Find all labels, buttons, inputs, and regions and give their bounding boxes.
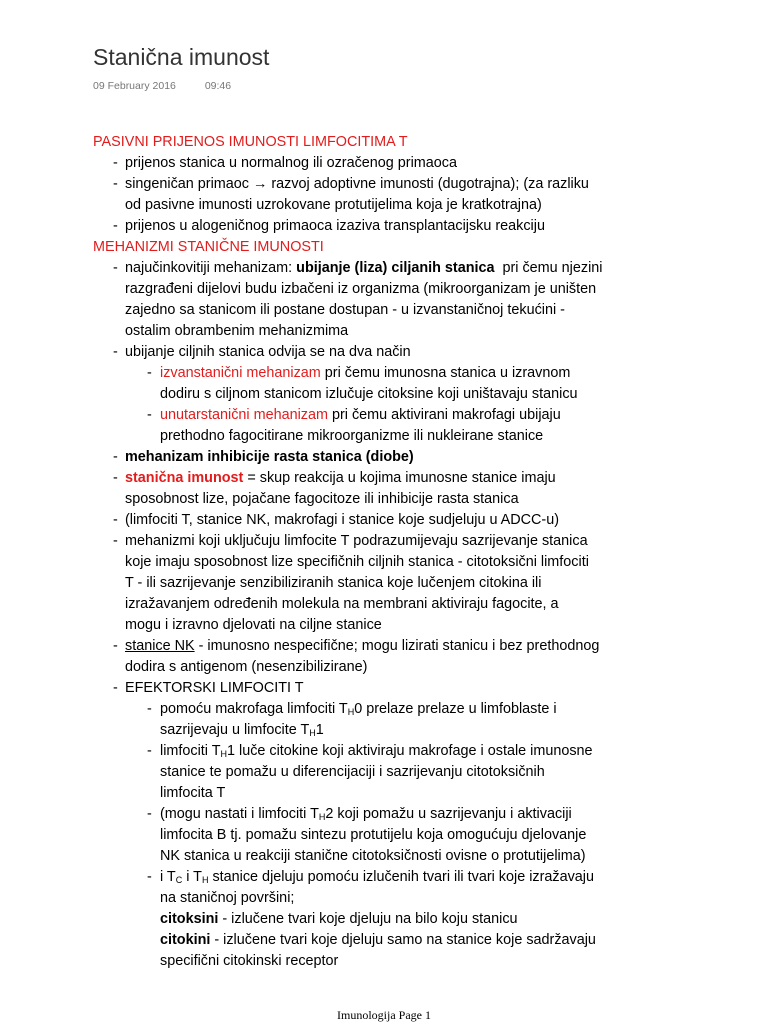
bullet-dash: - bbox=[113, 638, 118, 654]
item-text: prijenos u alogeničnog primaoca izaziva transplantacijsku reakciju bbox=[125, 218, 545, 234]
item-text: 2 koji pomažu u sazrijevanju i aktivaciji bbox=[325, 806, 572, 822]
item-text: 0 prelaze prelaze u limfoblaste i bbox=[354, 701, 557, 717]
subscript: H bbox=[318, 812, 326, 822]
item-text: - imunosno nespecifične; mogu lizirati stanicu i bez prethodnog bbox=[194, 638, 600, 654]
item-text: (limfociti T, stanice NK, makrofagi i stanice koje sudjeluju u ADCC-u) bbox=[125, 512, 560, 528]
page-date: 09 February 2016 bbox=[93, 80, 176, 92]
item-text: (mogu nastati i limfociti T bbox=[160, 806, 319, 822]
item-text: pri čemu aktivirani makrofagi ubijaju bbox=[327, 407, 561, 423]
item-red: izvanstanični mehanizam bbox=[160, 365, 321, 381]
item-text: - izlučene tvari koje djeluju samo na stanice koje sadržavaju bbox=[210, 932, 596, 948]
sub-list-item bbox=[93, 867, 693, 888]
heading-mehanizmi: MEHANIZMI STANIČNE IMUNOSTI bbox=[93, 239, 324, 255]
page-footer: Imunologija Page 1 bbox=[337, 1008, 431, 1022]
item-text: - izlučene tvari koje djeluju na bilo koju stanicu bbox=[218, 911, 518, 927]
sub-list-item-cont bbox=[93, 930, 693, 951]
sub-list-item-cont: na staničnoj površini; bbox=[160, 890, 295, 906]
note-body bbox=[93, 132, 693, 972]
list-item-cont: ostalim obrambenim mehanizmima bbox=[125, 323, 349, 339]
sub-list-item bbox=[93, 804, 693, 825]
bullet-dash: - bbox=[113, 218, 118, 234]
item-underline: stanice NK bbox=[125, 638, 195, 654]
subscript: H bbox=[201, 875, 209, 885]
item-text: i T bbox=[182, 869, 202, 885]
item-bold: citoksini bbox=[160, 911, 219, 927]
item-text: sazrijevaju u limfocite T bbox=[160, 722, 310, 738]
list-item bbox=[93, 678, 693, 699]
bullet-dash: - bbox=[113, 344, 118, 360]
sub-list-item-cont: limfocita B tj. pomažu sintezu protutijelu koja omogućuju djelovanje bbox=[160, 827, 587, 843]
item-text: ubijanje ciljnih stanica odvija se na dva način bbox=[125, 344, 411, 360]
item-text: najučinkovitiji mehanizam: bbox=[125, 260, 297, 276]
sub-list-item-cont: dodiru s ciljnom stanicom izlučuje citoksine koji uništavaju stanicu bbox=[160, 386, 578, 402]
list-item-cont: od pasivne imunosti uzrokovane protutijelima koja je kratkotrajna) bbox=[125, 197, 542, 213]
sub-list-item-cont: limfocita T bbox=[160, 785, 226, 801]
list-item bbox=[93, 216, 693, 237]
item-bold: ubijanje (liza) ciljanih stanica bbox=[296, 260, 495, 276]
sub-list-item-cont bbox=[93, 909, 693, 930]
subscript: H bbox=[220, 749, 227, 759]
sub-list-item-cont: stanice te pomažu u diferencijaciji i sazrijevanju citotoksičnih bbox=[160, 764, 545, 780]
item-text: EFEKTORSKI LIMFOCITI T bbox=[125, 680, 304, 696]
list-item-cont: T - ili sazrijevanje senzibiliziranih stanica koje lučenjem citokina ili bbox=[125, 575, 542, 591]
list-item-cont: sposobnost lize, pojačane fagocitoze ili inhibicije rasta stanica bbox=[125, 491, 519, 507]
item-text: stanice djeluju pomoću izlučenih tvari ili tvari koje izražavaju bbox=[208, 869, 594, 885]
sub-list-item bbox=[93, 363, 693, 384]
item-text: i T bbox=[160, 869, 176, 885]
bullet-dash: - bbox=[113, 155, 118, 171]
subscript: H bbox=[347, 707, 355, 717]
heading-pasivni-prijenos: PASIVNI PRIJENOS IMUNOSTI LIMFOCITIMA T bbox=[93, 134, 408, 150]
item-text: = skup reakcija u kojima imunosne stanice imaju bbox=[243, 470, 556, 486]
item-text: pri čemu njezini bbox=[494, 260, 603, 276]
list-item bbox=[93, 342, 693, 363]
item-text: pri čemu imunosna stanica u izravnom bbox=[320, 365, 571, 381]
bullet-dash: - bbox=[147, 365, 152, 381]
list-item-cont: mogu i izravno djelovati na ciljne stanice bbox=[125, 617, 382, 633]
list-item-cont: dodira s antigenom (nesenzibilizirane) bbox=[125, 659, 368, 675]
bullet-dash: - bbox=[113, 176, 118, 192]
bullet-dash: - bbox=[113, 470, 118, 486]
item-red: stanična imunost bbox=[125, 470, 244, 486]
item-text: mehanizmi koji uključuju limfocite T podrazumijevaju sazrijevanje stanica bbox=[125, 533, 588, 549]
list-item-cont: koje imaju sposobnost lize specifičnih ciljnih stanica - citotoksični limfociti bbox=[125, 554, 589, 570]
bullet-dash: - bbox=[113, 680, 118, 696]
page-meta bbox=[93, 80, 231, 92]
bullet-dash: - bbox=[147, 806, 152, 822]
bullet-dash: - bbox=[113, 260, 118, 276]
item-text: 1 luče citokine koji aktiviraju makrofage i ostale imunosne bbox=[227, 743, 593, 759]
list-item bbox=[93, 636, 693, 657]
list-item bbox=[93, 531, 693, 552]
sub-list-item-cont: specifični citokinski receptor bbox=[160, 953, 339, 969]
list-item-cont: izražavanjem određenih molekula na membrani aktiviraju fagocite, a bbox=[125, 596, 559, 612]
item-text: singeničan primaoc → razvoj adoptivne imunosti (dugotrajna); (za razliku bbox=[125, 176, 589, 192]
bullet-dash: - bbox=[147, 407, 152, 423]
sub-list-item bbox=[93, 741, 693, 762]
sub-list-item bbox=[93, 699, 693, 720]
sub-list-item-cont: NK stanica u reakciji stanične citotoksičnosti ovisne o protutijelima) bbox=[160, 848, 586, 864]
item-text: limfociti T bbox=[160, 743, 221, 759]
list-item-cont: zajedno sa stanicom ili postane dostupan - u izvanstaničnoj tekućini - bbox=[125, 302, 565, 318]
item-text: pomoću makrofaga limfociti T bbox=[160, 701, 348, 717]
page-time: 09:46 bbox=[204, 80, 232, 92]
bullet-dash: - bbox=[147, 869, 152, 885]
subscript: C bbox=[175, 875, 183, 885]
item-text: 1 bbox=[315, 722, 324, 738]
list-item bbox=[93, 153, 693, 174]
list-item bbox=[93, 447, 693, 468]
item-bold: mehanizam inhibicije rasta stanica (diobe) bbox=[125, 449, 414, 465]
list-item bbox=[93, 510, 693, 531]
bullet-dash: - bbox=[147, 701, 152, 717]
page-title: Stanična imunost bbox=[93, 44, 270, 70]
sub-list-item bbox=[93, 405, 693, 426]
bullet-dash: - bbox=[113, 533, 118, 549]
sub-list-item-cont: prethodno fagocitirane mikroorganizme ili nukleirane stanice bbox=[160, 428, 544, 444]
list-item-cont: razgrađeni dijelovi budu izbačeni iz organizma (mikroorganizam je uništen bbox=[125, 281, 597, 297]
item-red: unutarstanični mehanizam bbox=[160, 407, 328, 423]
subscript: H bbox=[309, 728, 316, 738]
list-item bbox=[93, 174, 693, 195]
item-bold: citokini bbox=[160, 932, 211, 948]
list-item bbox=[93, 468, 693, 489]
bullet-dash: - bbox=[113, 512, 118, 528]
bullet-dash: - bbox=[147, 743, 152, 759]
item-text: prijenos stanica u normalnog ili ozračenog primaoca bbox=[125, 155, 457, 171]
sub-list-item-cont bbox=[93, 720, 693, 741]
list-item bbox=[93, 258, 693, 279]
bullet-dash: - bbox=[113, 449, 118, 465]
